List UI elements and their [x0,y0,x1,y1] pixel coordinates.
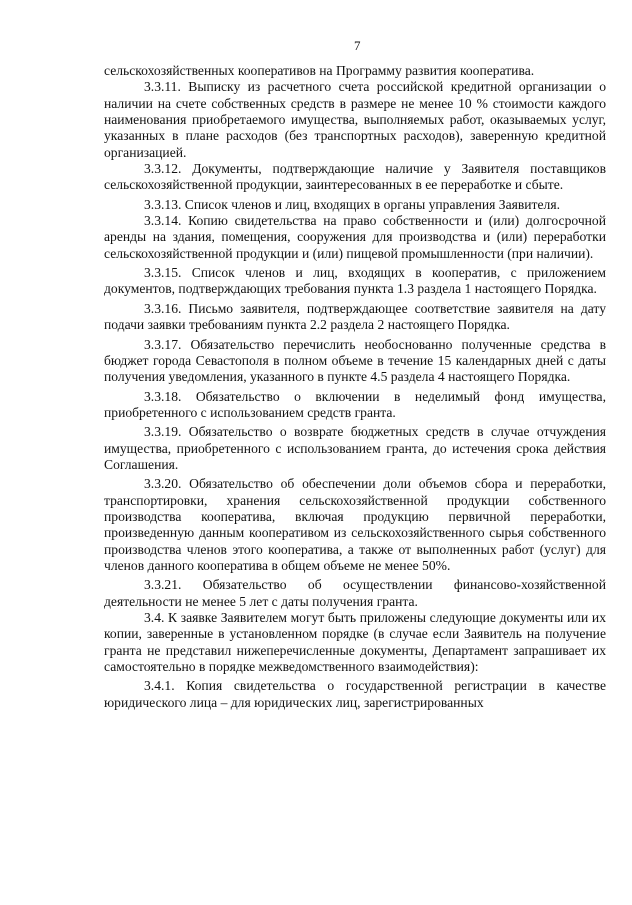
page-number: 7 [354,38,361,53]
paragraph-3-3-16: 3.3.16. Письмо заявителя, подтверждающее соответствие заявителя на дату подачи заявки требованиям пункта 2.2 раздела 2 настоящего Порядка. [104,300,606,333]
paragraph-3-3-19: 3.3.19. Обязательство о возврате бюджетных средств в случае отчуждения имущества, приобретенного с использованием гранта, до истечения срока действия Соглашения. [104,424,606,472]
paragraph-3-3-12: 3.3.12. Документы, подтверждающие наличие у Заявителя поставщиков сельскохозяйственной продукции, заинтересованных в ее переработке и сбыте. [104,161,606,193]
document-body [104,63,606,711]
paragraph-3-3-21: 3.3.21. Обязательство об осуществлении финансово-хозяйственной деятельности не менее 5 лет с даты получения гранта. [104,577,606,609]
paragraph-3-3-20: 3.3.20. Обязательство об обеспечении доли объемов сбора и переработки, транспортировки, хранения сельскохозяйственной продукции собственного производства кооператива, включая продукцию первичной переработки, произведенную данным кооперативом из сельскохозяйственного сырья собственного производства членов этого кооператива, а также от выполненных работ (услуг) для членов данного кооператива в общем объеме не менее 50%. [104,476,606,573]
paragraph-3-3-14: 3.3.14. Копию свидетельства на право собственности и (или) долгосрочной аренды на здания, помещения, сооружения для производства и (или) переработки сельскохозяйственной продукции и (или) пищевой промышленности (при наличии). [104,213,606,261]
paragraph-3-3-13: 3.3.13. Список членов и лиц, входящих в органы управления Заявителя. [144,196,560,212]
paragraph-continuation: сельскохозяйственных кооперативов на Программу развития кооператива. [104,63,535,78]
paragraph-3-4-1: 3.4.1. Копия свидетельства о государственной регистрации в качестве юридического лица – для юридических лиц, зарегистрированных [104,678,606,710]
paragraph-3-4: 3.4. К заявке Заявителем могут быть приложены следующие документы или их копии, заверенные в установленном порядке (в случае если Заявитель на получение гранта не представил нижеперечисленные документы, Департамент запрашивает их самостоятельно в порядке межведомственного взаимодействия): [104,610,606,675]
paragraph-3-3-15: 3.3.15. Список членов и лиц, входящих в кооператив, с приложением документов, подтверждающих требования пункта 1.3 раздела 1 настоящего Порядка. [104,265,606,297]
paragraph-3-3-18: 3.3.18. Обязательство о включении в неделимый фонд имущества, приобретенного с использованием средств гранта. [104,388,606,420]
paragraph-3-3-11: 3.3.11. Выписку из расчетного счета российской кредитной организации о наличии на счете собственных средств в размере не менее 10 % стоимости каждого наименования приобретаемого имущества, выполняемых работ, оказываемых услуг, указанных в плане расходов (без транспортных расходов), заверенную кредитной организацией. [104,79,606,160]
paragraph-3-3-17: 3.3.17. Обязательство перечислить необоснованно полученные средства в бюджет города Севастополя в полном объеме в течение 15 календарных дней с даты получения уведомления, указанного в пункте 4.5 раздела 4 настоящего Порядка. [104,336,606,385]
